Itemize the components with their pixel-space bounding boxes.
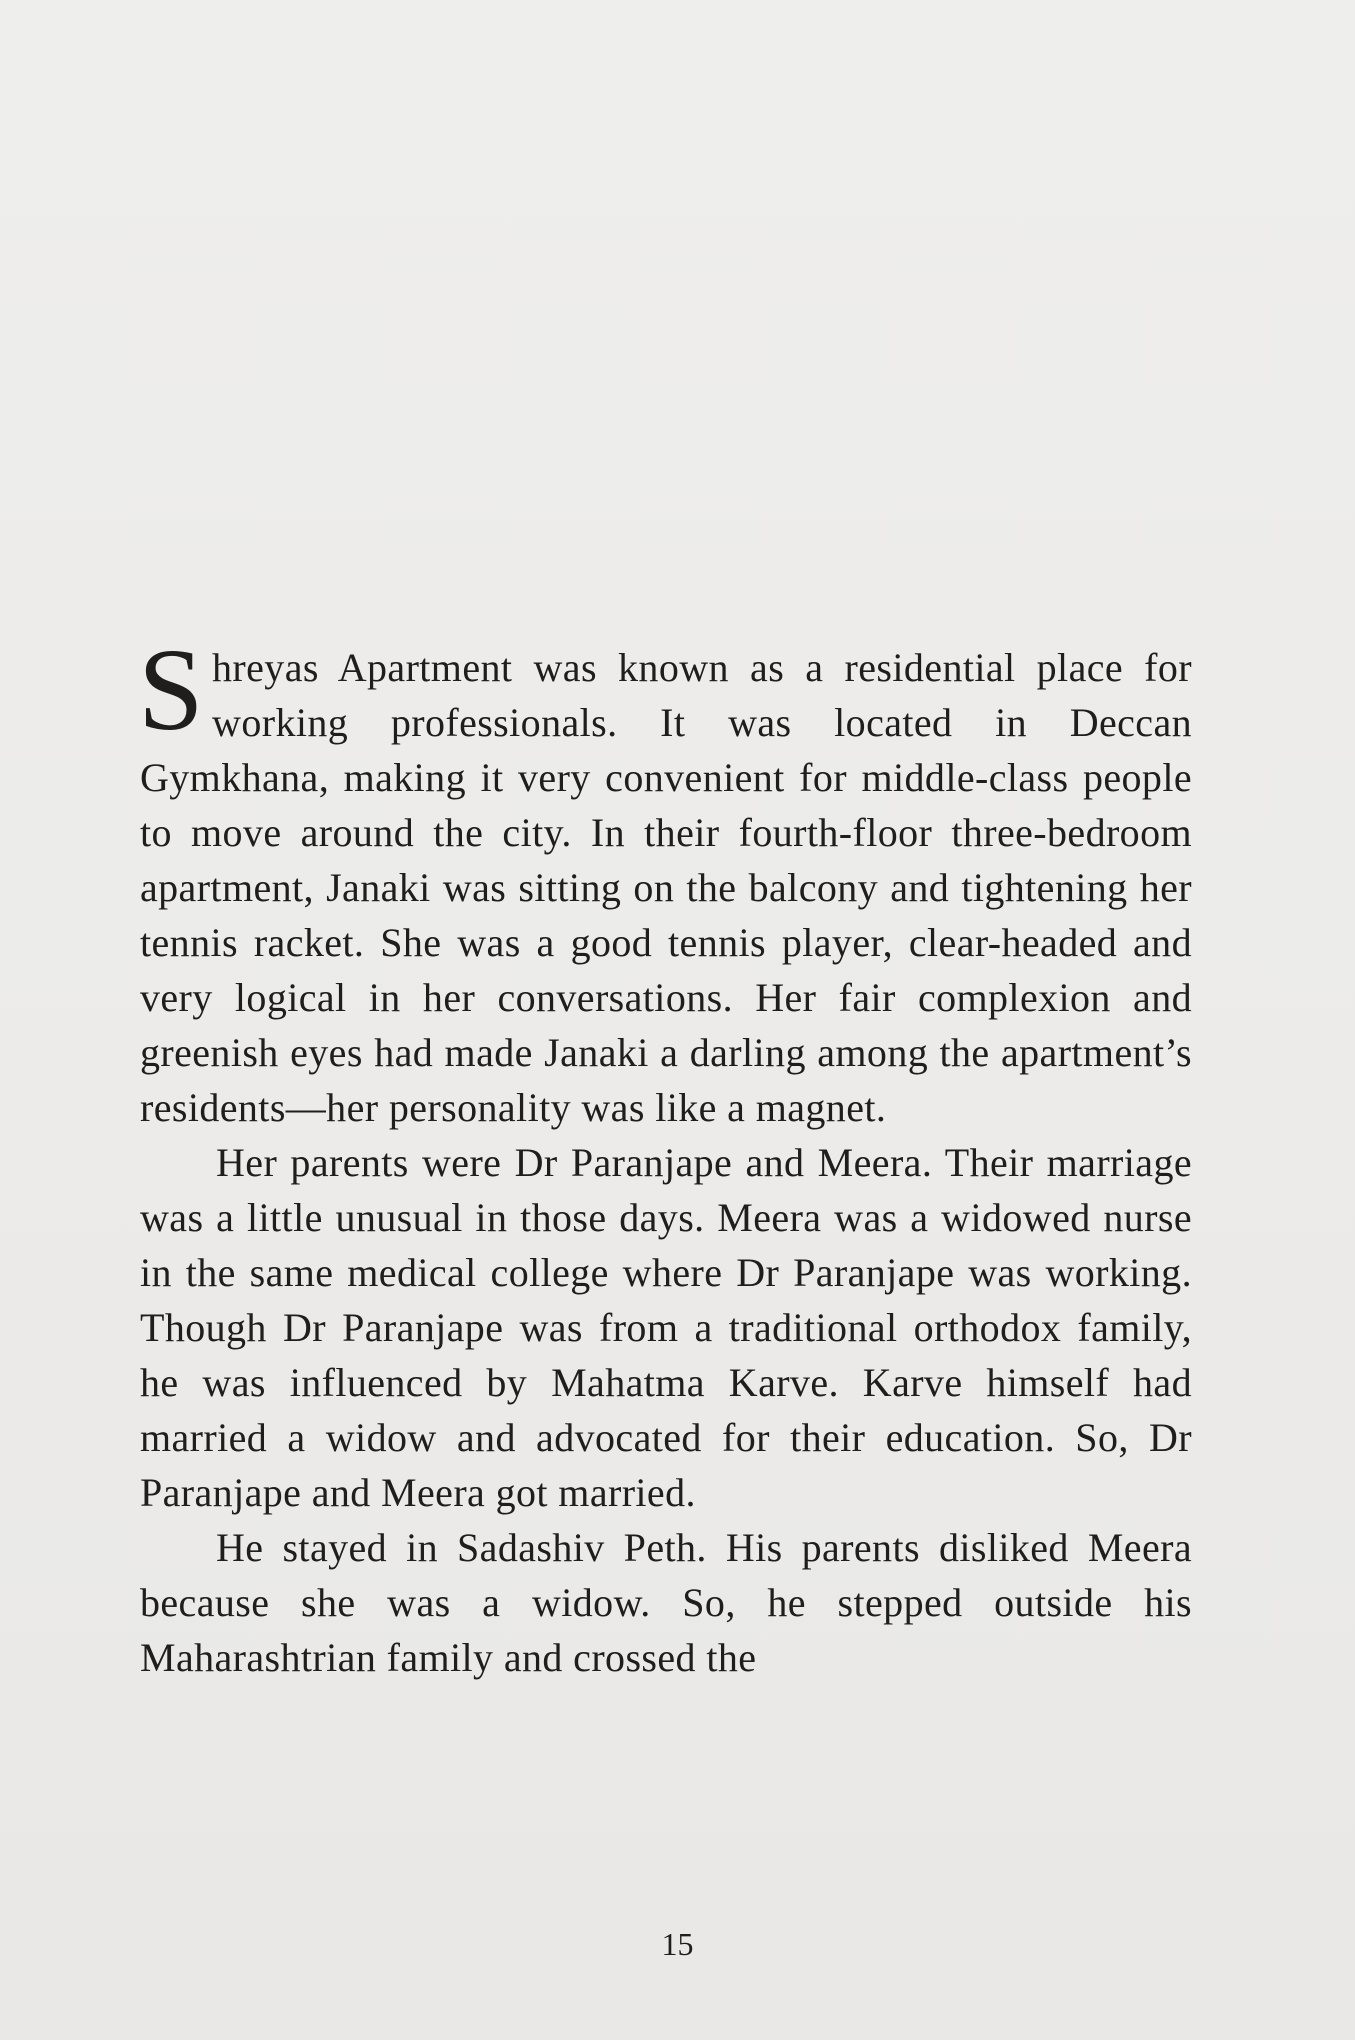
- paragraph-1-text: hreyas Apartment was known as a residential place for working professionals. It was located in Deccan Gymkhana, making it very convenient for middle-class people to move around the city. In their fourth-floor three-bedroom apartment, Janaki was sitting on the balcony and tightening her tennis racket. She was a good tennis player, clear-headed and very logical in her conversations. Her fair complexion and greenish eyes had made Janaki a darling among the apartment’s residents—her personality was like a magnet.: [140, 645, 1192, 1130]
- paragraph-2: Her parents were Dr Paranjape and Meera. Their marriage was a little unusual in those days. Meera was a widowed nurse in the same medical college where Dr Paranjape was working. Though Dr Paranjape was from a traditional orthodox family, he was influenced by Mahatma Karve. Karve himself had married a widow and advocated for their education. So, Dr Paranjape and Meera got married.: [140, 1140, 1192, 1515]
- paragraph-1: [138, 624, 1192, 1135]
- paragraph-3: He stayed in Sadashiv Peth. His parents disliked Meera because she was a widow. So, he stepped outside his Maharashtrian family and crossed the: [140, 1525, 1192, 1680]
- page-number: 15: [661, 1926, 694, 1962]
- drop-cap: S: [138, 624, 205, 755]
- body-text: [138, 624, 1192, 1685]
